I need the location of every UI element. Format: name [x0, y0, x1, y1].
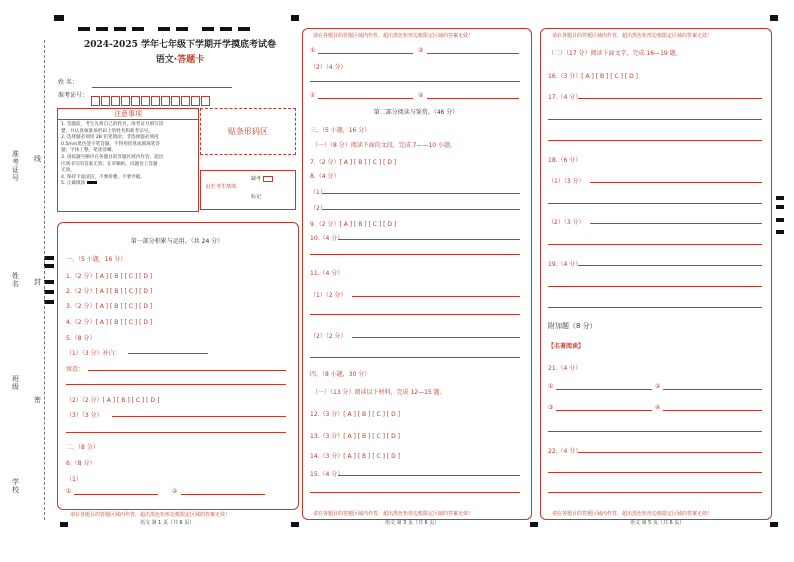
col1-notice-bottom: 请在各题目的答题区域内作答，超出黑色矩形边框限定区域的答案无效！ [70, 512, 231, 518]
mingzhu-heading: 【名著阅读】 [548, 343, 585, 350]
q6-blank2[interactable] [181, 494, 265, 495]
side-feng: 封 [34, 278, 41, 286]
notes-title: 注意事项 [58, 109, 198, 120]
note-4: 4. 保持卡面清洁，不要折叠，不要弄破。 [61, 174, 145, 180]
exam-subtitle [60, 52, 300, 65]
q17-heading: 17.（4 分） [548, 94, 582, 101]
q2-choices[interactable]: 2.（2 分）[ A ] [ B ] [ C ] [ D ] [66, 288, 153, 295]
q19-line1[interactable] [578, 265, 762, 266]
q11-heading: 11.（4 分） [310, 270, 344, 277]
col1-footer: 语文 第 1 页（共 6 页） [140, 520, 195, 526]
q11-2-line1[interactable] [352, 337, 520, 338]
note-3b: 区域书写的答案无效；在草稿纸、试题卷上答题 [61, 161, 158, 167]
col2-notice-bottom: 请在各题目的答题区域内作答，超出黑色矩形边框限定区域的答案无效！ [313, 511, 474, 517]
id-label: 准考证号： [58, 92, 89, 99]
marker-top-mid [291, 15, 299, 21]
q21-heading: 21.（4 分） [548, 365, 582, 372]
q18-2-line1[interactable] [590, 223, 762, 224]
q8-1-label: （1） [310, 189, 326, 196]
q17-line1[interactable] [578, 98, 762, 99]
q8-1-line[interactable] [322, 193, 520, 194]
col2-c2b: ② [418, 92, 424, 99]
note-2c: 题；字体工整，笔迹清晰。 [61, 148, 117, 154]
side-xingming: 姓名 [12, 272, 19, 288]
q1-choices[interactable]: 1.（2 分）[ A ] [ B ] [ C ] [ D ] [66, 273, 153, 280]
col2-c1b: ① [310, 92, 316, 99]
q4-choices[interactable]: 4.（2 分）[ A ] [ B ] [ C ] [ D ] [66, 319, 153, 326]
q8-2-label: （2） [310, 205, 326, 212]
marker-bottom-right [770, 522, 778, 527]
id-cells[interactable] [91, 90, 211, 109]
sub1-heading: （一）（8 分）阅读下面的文段，完成 7——10 小题。 [312, 142, 456, 149]
q18-heading: 18.（6 分） [548, 157, 582, 164]
barcode-zone [200, 108, 296, 155]
q22-line3[interactable] [548, 492, 762, 493]
part2-heading: 二、（8 分） [66, 444, 99, 451]
name-label: 姓 名： [58, 79, 78, 86]
marker-bottom-left [60, 522, 68, 527]
q6-1-label: （1） [66, 476, 82, 483]
q21-c1: ① [548, 383, 554, 390]
side-marker-r1 [776, 196, 784, 200]
q5-moral-line2[interactable] [66, 384, 286, 385]
part1-heading: 一、（5 小题，16 分） [66, 256, 127, 263]
q6-circle1: ① [66, 488, 72, 495]
q19-line2[interactable] [548, 286, 762, 287]
q10-line1[interactable] [338, 239, 520, 240]
q22-heading: 22.（4 分） [548, 448, 582, 455]
subject-label: 语文 [155, 55, 174, 65]
col3-notice-bottom: 请在各题目的答题区域内作答，超出黑色矩形边框限定区域的答案无效！ [552, 511, 713, 517]
q11-1-line1[interactable] [352, 296, 520, 297]
q15-line2[interactable] [310, 492, 520, 493]
note-3: 3. 请按题号顺序在各题目的答题区域内作答，超出 [61, 154, 164, 160]
absent-label: 缺考 [251, 175, 273, 182]
q13-choices[interactable]: 13.（3 分）[ A ] [ B ] [ C ] [ D ] [310, 433, 401, 440]
note-3c: 无效。 [61, 168, 75, 174]
q3-choices[interactable]: 3.（2 分）[ A ] [ B ] [ C ] [ D ] [66, 303, 153, 310]
q19-line3[interactable] [548, 307, 762, 308]
q11-1-line2[interactable] [310, 314, 520, 315]
q18-2-line2[interactable] [548, 244, 762, 245]
q12-choices[interactable]: 12.（3 分）[ A ] [ B ] [ C ] [ D ] [310, 411, 401, 418]
col2-blank1[interactable] [318, 53, 413, 54]
q10-heading: 10.（4 分） [310, 235, 344, 242]
section2-title: 第二部分阅读与鉴赏。（46 分） [373, 109, 459, 116]
side-xuexiao: 学校 [12, 478, 19, 494]
q7-choices[interactable]: 7.（2 分）[ A ] [ B ] [ C ] [ D ] [310, 159, 397, 166]
marker-bottom-mid2 [530, 522, 538, 527]
col3-footer: 语文 第 5 页（共 6 页） [630, 520, 685, 526]
side-xian: 线 [34, 155, 41, 163]
q5-3-label: （3）（3 分） [66, 412, 103, 419]
side-marker-4 [44, 290, 54, 294]
name-line[interactable] [92, 87, 232, 88]
side-marker-r2 [776, 205, 784, 209]
side-marker-2 [44, 264, 54, 268]
col2-q2-label: （2）（4 分） [310, 64, 347, 71]
absent-checkbox[interactable] [263, 176, 273, 182]
q19-heading: 19.（4 分） [548, 261, 582, 268]
notes-list [58, 120, 198, 190]
col2-c2: ② [418, 47, 424, 54]
note-2: 2. 选择题必须用 2B 铅笔填涂；非选择题必须用 [61, 135, 159, 141]
note-5: 5. 正确填涂 [61, 181, 195, 188]
section1-title: 第一部分积累与运用。（共 24 分） [130, 238, 224, 245]
q18-1-label: （1）（3 分） [548, 178, 585, 185]
side-banji: 班级 [12, 375, 19, 391]
col2-blank4[interactable] [427, 98, 519, 99]
q8-2-line[interactable] [322, 209, 520, 210]
q5-3-line1[interactable] [112, 416, 286, 417]
side-marker-r3 [776, 218, 784, 222]
subtitle-dot: · [173, 55, 178, 65]
q17-line3[interactable] [548, 140, 762, 141]
q21-blank2[interactable] [663, 389, 762, 390]
q15-heading: 15.（4 分） [310, 471, 344, 478]
q21-blank4[interactable] [663, 410, 762, 411]
q11-2-label: （2）（2 分） [310, 333, 347, 340]
q5-heading: 5.（8 分） [66, 335, 96, 342]
q5-moral-label: 寓意： [66, 366, 85, 373]
q22-line2[interactable] [548, 472, 762, 473]
side-marker-1 [44, 256, 54, 260]
q11-2-line2[interactable] [310, 357, 520, 358]
q18-2-label: （2）（3 分） [548, 219, 585, 226]
q18-1-line2[interactable] [548, 203, 762, 204]
side-marker-5 [44, 300, 54, 304]
q8-heading: 8.（4 分） [310, 173, 340, 180]
marker-top-left [54, 15, 64, 21]
marker-bottom-mid [291, 522, 299, 527]
absent-zone [200, 170, 296, 210]
q5-2-choices[interactable]: （2）（2 分）[ A ] [ B ] [ C ] [ D ] [66, 397, 160, 404]
absent-note: 此栏考生禁填 [206, 184, 237, 190]
q21-blank1[interactable] [556, 389, 652, 390]
note-1b: 楚，并认真核准条形码上的姓名和准考证号。 [61, 128, 153, 134]
q6-heading: 6.（8 分） [66, 460, 96, 467]
col2-footer: 语文 第 3 页（共 6 页） [385, 520, 440, 526]
q5-3-line2[interactable] [66, 432, 286, 433]
side-zhunkao: 准考证号 [12, 150, 19, 182]
part4-heading: 四、（8 小题，30 分） [310, 371, 371, 378]
binding-line [44, 40, 45, 520]
q21-c4: ④ [655, 404, 661, 411]
q6-blank1[interactable] [74, 494, 158, 495]
fill-sample [87, 181, 97, 184]
q5-1-label: （1）（3 分）补白： [66, 350, 121, 357]
q9-choices[interactable]: 9.（2 分）[ A ] [ B ] [ C ] [ D ] [310, 221, 397, 228]
col3-sub-heading: （二）（17 分）阅读下面文字，完成 16—19 题。 [548, 50, 682, 57]
q15-line1[interactable] [338, 475, 520, 476]
q14-choices[interactable]: 14.（3 分）[ A ] [ B ] [ C ] [ D ] [310, 453, 401, 460]
q5-moral-line1[interactable] [88, 370, 286, 371]
col3-notice-top: 请在各题目的答题区域内作答，超出黑色矩形边框限定区域的答案无效！ [552, 33, 713, 39]
note-2b: 0.5mm黑色签字笔答题，不得用铅笔或圆珠笔答 [61, 141, 160, 147]
mark-label: 标记 [251, 194, 262, 200]
side-marker-r4 [776, 230, 784, 234]
barcode-label: 贴条形码区 [228, 127, 268, 136]
q5-1-blank[interactable] [128, 353, 208, 354]
col2-q2-line[interactable] [310, 81, 520, 82]
col2-blank3[interactable] [318, 98, 413, 99]
extra-heading: 附加题（8 分） [548, 322, 597, 330]
q10-line2[interactable] [310, 254, 520, 255]
side-marker-3 [44, 280, 54, 284]
q21-line5[interactable] [548, 431, 762, 432]
notes-box [57, 108, 199, 212]
note-1: 1. 答题前，考生先将自己的姓名，准考证号填写清 [61, 122, 164, 127]
q21-c3: ③ [548, 404, 554, 411]
col2-notice-top: 请在各题目的答题区域内作答，超出黑色矩形边框限定区域的答案无效！ [313, 33, 474, 39]
q16-choices[interactable]: 16.（3 分）[ A ] [ B ] [ C ] [ D ] [548, 73, 639, 80]
sub2-heading: （一）（13 分）阅读以下材料，完成 12—15 题。 [312, 389, 446, 396]
exam-title: 2024-2025 学年七年级下学期开学摸底考试卷 [84, 40, 276, 50]
col2-c1: ① [310, 47, 316, 54]
q6-circle2: ② [172, 488, 178, 495]
q18-1-line1[interactable] [590, 182, 762, 183]
timing-marks-top [78, 16, 250, 35]
q21-c2: ② [655, 383, 661, 390]
col2-blank2[interactable] [427, 53, 519, 54]
marker-top-right [770, 15, 778, 21]
part3-heading: 三、（5 小题，16 分） [310, 127, 371, 134]
answer-card-label: 答题卡 [177, 55, 205, 65]
side-mi: 密 [34, 396, 41, 404]
q17-line2[interactable] [548, 119, 762, 120]
q22-line1[interactable] [578, 452, 762, 453]
q11-1-label: （1）（2 分） [310, 292, 347, 299]
q21-blank3[interactable] [556, 410, 652, 411]
